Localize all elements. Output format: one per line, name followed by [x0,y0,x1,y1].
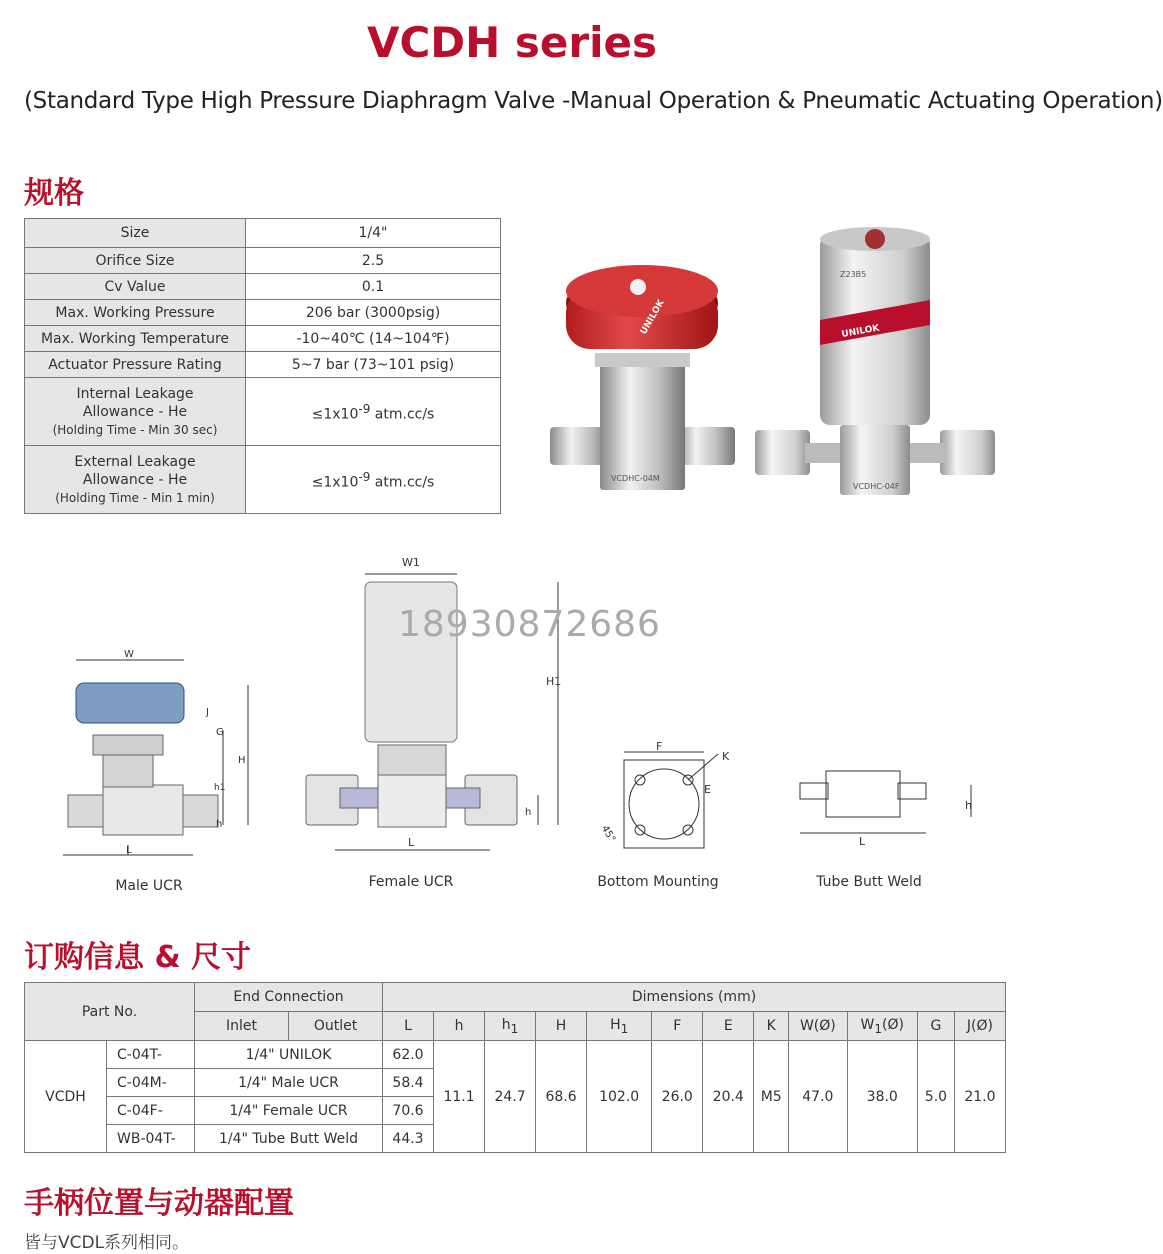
dim-deg: 45° [598,823,618,845]
col-h: h [434,1012,485,1041]
page-subtitle: (Standard Type High Pressure Diaphragm Valve -Manual Operation & Pneumatic Actuating Operation) [24,88,1163,114]
col-e: E [703,1012,754,1041]
k-cell: M5 [754,1041,789,1153]
series-cell: VCDH [25,1041,107,1153]
spec-value: 1/4" [246,219,501,248]
spec-heading: 规格 [24,176,84,211]
pneumatic-valve-photo [750,225,1000,505]
spec-row [25,274,501,300]
col-part-no: Part No. [25,983,195,1041]
col-w: W(Ø) [789,1012,847,1041]
col-end-connection: End Connection [195,983,383,1012]
hh-cell: 68.6 [536,1041,587,1153]
spec-row [25,326,501,352]
col-hh: H [536,1012,587,1041]
spec-row [25,352,501,378]
page-title: VCDH series [366,18,658,67]
caption-tube-butt-weld: Tube Butt Weld [816,874,922,890]
dim-w1: W1 [402,556,420,569]
l-cell: 44.3 [383,1125,434,1153]
spec-label: Size [25,219,246,248]
spec-label: Max. Working Pressure [25,300,246,326]
spec-label-note: (Holding Time - Min 1 min) [55,490,215,505]
spec-value: 2.5 [246,248,501,274]
connection-cell: 1/4" Male UCR [195,1069,383,1097]
tube-butt-weld-drawing [795,765,995,855]
connection-cell: 1/4" Tube Butt Weld [195,1125,383,1153]
watermark-text: 18930872686 [398,604,661,645]
col-w1: $W_1(Ø)$ [847,1012,917,1041]
part-code: C-04T- [107,1041,195,1069]
col-h1: $h_1$ [485,1012,536,1041]
leak-base: ≤1x10 [311,406,359,423]
e-cell: 20.4 [703,1041,754,1153]
connection-cell: 1/4" UNILOK [195,1041,383,1069]
dim-k: K [722,750,730,763]
spec-label: Max. Working Temperature [25,326,246,352]
dim-h-female: h [525,807,532,818]
spec-value [246,446,501,514]
spec-row [25,378,501,446]
dim-h-butt: h [965,799,972,812]
handle-note: 皆与VCDL系列相同。 [24,1233,190,1253]
leak-unit: atm.cc/s [370,474,435,491]
col-outlet: Outlet [289,1012,383,1041]
caption-bottom-mounting: Bottom Mounting [597,874,719,890]
spec-label-line: External Leakage [74,453,196,470]
spec-label-line: Internal Leakage [76,385,194,402]
spec-label-line: Allowance - He [82,403,188,420]
caption-male-ucr: Male UCR [115,878,183,894]
l-cell: 62.0 [383,1041,434,1069]
spec-row [25,300,501,326]
spec-value [246,378,501,446]
col-dimensions: Dimensions (mm) [383,983,1006,1012]
order-header-row [25,983,1006,1012]
dim-h: h [216,819,223,830]
h-cell: 11.1 [434,1041,485,1153]
caption-female-ucr: Female UCR [368,874,454,890]
connection-cell: 1/4" Female UCR [195,1097,383,1125]
spec-label-line: Allowance - He [82,471,188,488]
order-heading: 订购信息 & 尺寸 [24,940,252,975]
pneumatic-photo-brand: UNILOK [840,323,881,340]
leak-base: ≤1x10 [311,474,359,491]
dim-l-female: L [408,836,415,849]
hh1-cell: 102.0 [587,1041,652,1153]
spec-label: Cv Value [25,274,246,300]
f-cell: 26.0 [652,1041,703,1153]
order-table [24,982,1006,1153]
h1-cell: 24.7 [485,1041,536,1153]
handle-heading: 手柄位置与动器配置 [24,1186,294,1221]
part-code: WB-04T- [107,1125,195,1153]
col-hh1: $H_1$ [587,1012,652,1041]
spec-value: 5~7 bar (73~101 psig) [246,352,501,378]
dim-h1: h1 [214,783,226,793]
spec-label: Actuator Pressure Rating [25,352,246,378]
col-inlet: Inlet [195,1012,289,1041]
dim-h-big: H [238,755,246,766]
col-g: G [917,1012,954,1041]
spec-table [24,218,501,514]
dim-h1-big: H1 [546,675,562,688]
manual-photo-model: VCDHC-04M [611,474,660,483]
part-code: C-04M- [107,1069,195,1097]
spec-value: 0.1 [246,274,501,300]
dim-e: E [704,783,711,796]
spec-row [25,248,501,274]
l-cell: 58.4 [383,1069,434,1097]
part-code: C-04F- [107,1097,195,1125]
leak-exp: -9 [358,469,371,484]
table-row [25,1041,1006,1069]
col-j: J(Ø) [954,1012,1005,1041]
spec-label [25,446,246,514]
spec-value: -10~40℃ (14~104℉) [246,326,501,352]
bottom-mounting-drawing [592,738,732,858]
leak-exp: -9 [358,401,371,416]
male-ucr-drawing [58,645,258,865]
spec-label [25,378,246,446]
spec-row [25,446,501,514]
l-cell: 70.6 [383,1097,434,1125]
w-cell: 47.0 [789,1041,847,1153]
col-f: F [652,1012,703,1041]
spec-label-note: (Holding Time - Min 30 sec) [52,422,218,437]
spec-label: Orifice Size [25,248,246,274]
w1-cell: 38.0 [847,1041,917,1153]
female-ucr-drawing [300,550,565,860]
dim-l-butt: L [859,835,866,848]
spec-value: 206 bar (3000psig) [246,300,501,326]
dim-w: W [124,649,134,660]
dim-l: L [126,845,132,856]
pneumatic-photo-model: VCDHC-04F [853,482,900,491]
dim-j: J [206,707,209,718]
manual-valve-photo [545,255,740,505]
leak-unit: atm.cc/s [370,406,435,423]
dim-f: F [656,740,663,753]
dim-g: G [216,727,224,738]
manual-photo-brand: UNILOK [638,298,667,337]
j-cell: 21.0 [954,1041,1005,1153]
g-cell: 5.0 [917,1041,954,1153]
col-l: L [383,1012,434,1041]
col-k: K [754,1012,789,1041]
spec-row [25,219,501,248]
pneumatic-photo-code: Z23B5 [840,270,867,279]
